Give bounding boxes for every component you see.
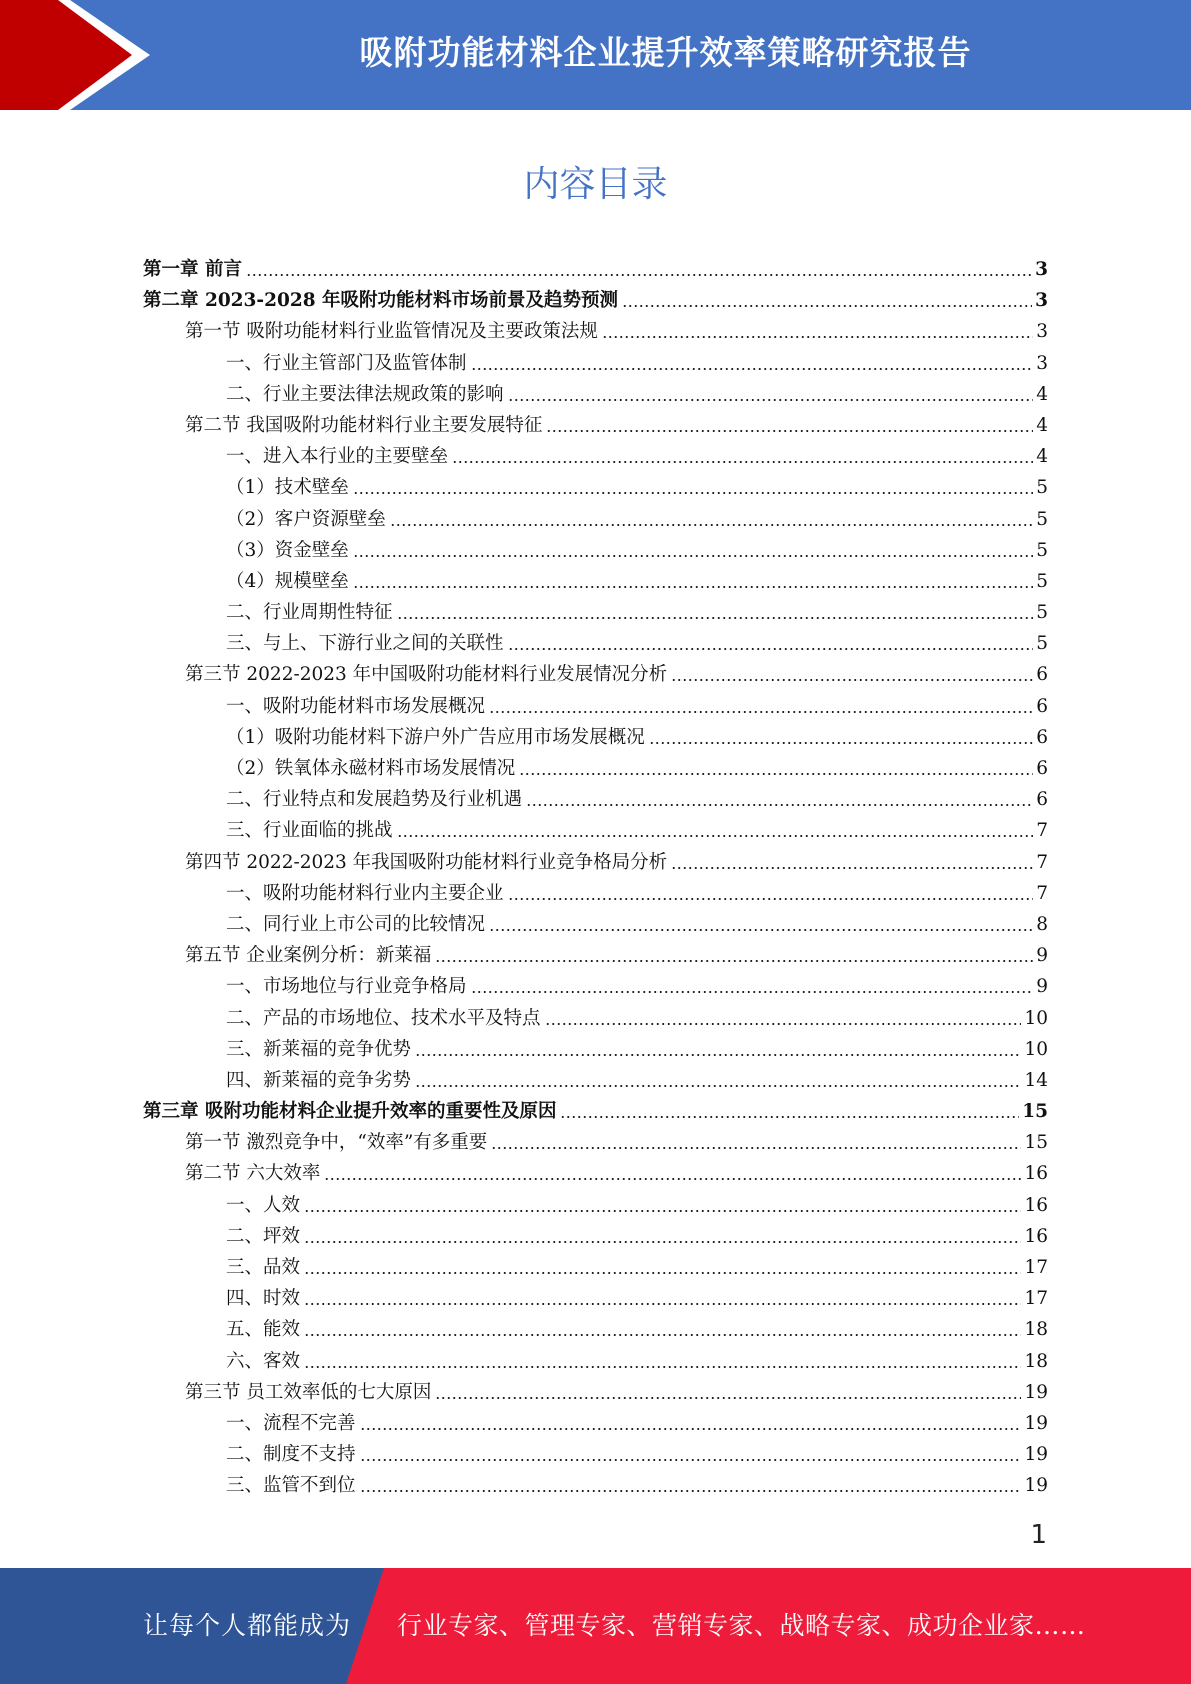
- toc-entry[interactable]: [143, 691, 1048, 722]
- toc-entry[interactable]: [143, 1470, 1048, 1501]
- toc-entry[interactable]: [143, 1127, 1048, 1158]
- toc-dot-leader: [415, 1037, 1021, 1057]
- footer-tagline: 行业专家、管理专家、营销专家、战略专家、成功企业家……: [397, 1611, 1086, 1640]
- toc-entry-title: 三、新莱福的竞争优势: [226, 1038, 412, 1060]
- toc-entry[interactable]: [143, 847, 1048, 878]
- toc-dot-leader: [304, 1286, 1021, 1306]
- toc-entry-page: 4: [1036, 414, 1048, 436]
- toc-dot-leader: [304, 1224, 1021, 1244]
- toc-entry-page: 9: [1036, 976, 1048, 998]
- toc-dot-leader: [508, 382, 1034, 402]
- toc-dot-leader: [415, 1068, 1021, 1088]
- toc-entry-title: 二、制度不支持: [226, 1444, 356, 1466]
- toc-entry-page: 16: [1024, 1225, 1048, 1247]
- toc-entry-page: 10: [1024, 1038, 1048, 1060]
- toc-entry[interactable]: [143, 1377, 1048, 1408]
- toc-dot-leader: [397, 818, 1034, 838]
- toc-dot-leader: [353, 538, 1033, 558]
- toc-entry-title: （1）技术壁垒: [226, 477, 349, 499]
- toc-entry[interactable]: [143, 784, 1048, 815]
- toc-entry[interactable]: [143, 1283, 1048, 1314]
- toc-entry-page: 6: [1036, 695, 1048, 717]
- toc-dot-leader: [304, 1255, 1021, 1275]
- toc-entry-title: 第一章 前言: [143, 259, 242, 280]
- toc-entry[interactable]: [143, 753, 1048, 784]
- toc-entry-page: 19: [1024, 1381, 1048, 1403]
- toc-dot-leader: [324, 1161, 1021, 1181]
- toc-entry[interactable]: [143, 441, 1048, 472]
- toc-dot-leader: [526, 787, 1033, 807]
- toc-entry-page: 10: [1024, 1007, 1048, 1029]
- toc-dot-leader: [246, 257, 1032, 277]
- toc-entry-page: 5: [1036, 508, 1048, 530]
- toc-entry[interactable]: [143, 316, 1048, 347]
- toc-entry-page: 7: [1036, 820, 1048, 842]
- toc-dot-leader: [489, 694, 1033, 714]
- toc-entry-title: 二、行业周期性特征: [226, 602, 393, 624]
- toc-entry-page: 6: [1036, 758, 1048, 779]
- toc-dot-leader: [471, 974, 1034, 994]
- toc-entry-page: 7: [1036, 851, 1048, 873]
- toc-entry[interactable]: [143, 940, 1048, 971]
- toc-entry-page: 17: [1024, 1257, 1048, 1278]
- table-of-contents: [143, 254, 1048, 1502]
- toc-entry[interactable]: [143, 472, 1048, 503]
- header-banner: [0, 0, 1191, 110]
- toc-dot-leader: [602, 319, 1033, 339]
- toc-entry-page: 15: [1024, 1132, 1048, 1154]
- toc-entry-page: 6: [1036, 664, 1048, 686]
- toc-entry-page: 4: [1036, 383, 1048, 405]
- toc-entry-page: 4: [1036, 446, 1048, 468]
- toc-entry[interactable]: [143, 566, 1048, 597]
- toc-entry[interactable]: [143, 1408, 1048, 1439]
- toc-dot-leader: [452, 444, 1033, 464]
- toc-dot-leader: [649, 725, 1033, 745]
- toc-entry-title: 第二节 我国吸附功能材料行业主要发展特征: [185, 414, 543, 436]
- toc-entry-page: 19: [1024, 1475, 1048, 1497]
- toc-entry[interactable]: [143, 1190, 1048, 1221]
- toc-dot-leader: [508, 631, 1034, 651]
- toc-entry-title: 四、时效: [226, 1288, 301, 1310]
- toc-entry-page: 5: [1036, 570, 1048, 592]
- toc-dot-leader: [560, 1099, 1019, 1119]
- toc-entry[interactable]: [143, 1439, 1048, 1470]
- toc-dot-leader: [671, 662, 1033, 682]
- toc-entry-title: 一、进入本行业的主要壁垒: [226, 446, 449, 468]
- toc-dot-leader: [519, 756, 1033, 776]
- toc-dot-leader: [435, 943, 1033, 963]
- toc-entry-title: 第三节 员工效率低的七大原因: [185, 1381, 432, 1403]
- toc-entry-title: 第二章 2023-2028 年吸附功能材料市场前景及趋势预测: [143, 290, 619, 312]
- toc-dot-leader: [546, 413, 1033, 433]
- toc-entry-title: （2）铁氧体永磁材料市场发展情况: [226, 758, 516, 779]
- toc-dot-leader: [304, 1193, 1021, 1213]
- toc-entry-title: 二、行业主要法律法规政策的影响: [226, 383, 504, 405]
- toc-dot-leader: [489, 912, 1033, 932]
- toc-entry[interactable]: [143, 909, 1048, 940]
- toc-dot-leader: [435, 1380, 1021, 1400]
- toc-entry[interactable]: [143, 1158, 1048, 1189]
- toc-entry-title: 第一节 吸附功能材料行业监管情况及主要政策法规: [185, 321, 598, 343]
- toc-entry-page: 18: [1024, 1319, 1048, 1341]
- toc-entry[interactable]: [143, 348, 1048, 379]
- toc-dot-leader: [353, 475, 1033, 495]
- toc-dot-leader: [360, 1411, 1022, 1431]
- toc-entry-title: 第四节 2022-2023 年我国吸附功能材料行业竞争格局分析: [185, 851, 668, 873]
- toc-entry[interactable]: [143, 815, 1048, 846]
- toc-entry-page: 5: [1036, 602, 1048, 624]
- toc-entry-page: 6: [1036, 726, 1048, 748]
- toc-entry-page: 14: [1024, 1069, 1048, 1091]
- toc-entry-page: 5: [1036, 539, 1048, 561]
- toc-entry[interactable]: [143, 1096, 1048, 1127]
- toc-entry-title: （2）客户资源壁垒: [226, 508, 386, 530]
- toc-entry-title: （3）资金壁垒: [226, 539, 349, 561]
- toc-entry-title: 三、监管不到位: [226, 1475, 356, 1497]
- toc-dot-leader: [671, 850, 1033, 870]
- toc-entry-title: 二、坪效: [226, 1225, 301, 1247]
- footer-banner: [0, 1568, 1191, 1684]
- toc-entry-page: 3: [1036, 352, 1048, 374]
- report-title: 吸附功能材料企业提升效率策略研究报告: [359, 33, 972, 72]
- toc-entry-title: （1）吸附功能材料下游户外广告应用市场发展概况: [226, 726, 645, 748]
- toc-entry[interactable]: [143, 597, 1048, 628]
- toc-entry-page: 15: [1022, 1101, 1048, 1123]
- toc-entry-title: 第五节 企业案例分析：新莱福: [185, 945, 432, 967]
- toc-entry-title: 三、品效: [226, 1257, 301, 1278]
- toc-entry-page: 5: [1036, 477, 1048, 499]
- toc-entry-title: 二、产品的市场地位、技术水平及特点: [226, 1007, 541, 1029]
- toc-entry-title: 一、吸附功能材料行业内主要企业: [226, 882, 504, 904]
- toc-entry-page: 9: [1036, 945, 1048, 967]
- toc-entry[interactable]: [143, 1221, 1048, 1252]
- toc-entry-page: 16: [1024, 1194, 1048, 1216]
- toc-dot-leader: [360, 1442, 1022, 1462]
- toc-dot-leader: [360, 1473, 1022, 1493]
- toc-entry[interactable]: [143, 410, 1048, 441]
- toc-dot-leader: [471, 351, 1034, 371]
- toc-entry-title: 第一节 激烈竞争中，“效率”有多重要: [185, 1132, 488, 1154]
- toc-dot-leader: [508, 881, 1034, 901]
- toc-entry-title: 一、流程不完善: [226, 1412, 356, 1434]
- toc-entry[interactable]: [143, 1346, 1048, 1377]
- toc-entry[interactable]: [143, 1314, 1048, 1345]
- toc-entry-title: 一、市场地位与行业竞争格局: [226, 976, 467, 998]
- page-number: 1: [1030, 1520, 1047, 1550]
- toc-entry[interactable]: [143, 285, 1048, 316]
- toc-entry-title: 二、行业特点和发展趋势及行业机遇: [226, 789, 523, 811]
- toc-entry-title: 二、同行业上市公司的比较情况: [226, 913, 486, 935]
- toc-entry-page: 3: [1036, 321, 1048, 343]
- toc-entry-page: 7: [1036, 882, 1048, 904]
- toc-entry-page: 19: [1024, 1444, 1048, 1466]
- toc-entry-title: （4）规模壁垒: [226, 570, 349, 592]
- toc-entry-title: 一、行业主管部门及监管体制: [226, 352, 467, 374]
- toc-entry-page: 17: [1024, 1288, 1048, 1310]
- toc-entry-page: 8: [1036, 913, 1048, 935]
- toc-entry-title: 第三节 2022-2023 年中国吸附功能材料行业发展情况分析: [185, 664, 668, 686]
- toc-entry-title: 一、人效: [226, 1194, 301, 1216]
- toc-dot-leader: [397, 600, 1034, 620]
- toc-entry-page: 16: [1024, 1163, 1048, 1185]
- toc-entry[interactable]: [143, 504, 1048, 535]
- toc-entry[interactable]: [143, 1034, 1048, 1065]
- toc-entry-page: 18: [1024, 1350, 1048, 1372]
- toc-entry-title: 第二节 六大效率: [185, 1163, 321, 1185]
- toc-dot-leader: [390, 507, 1033, 527]
- toc-entry-page: 3: [1035, 259, 1048, 280]
- toc-entry-page: 5: [1036, 633, 1048, 655]
- toc-entry-title: 四、新莱福的竞争劣势: [226, 1069, 412, 1091]
- toc-dot-leader: [304, 1317, 1021, 1337]
- footer-slogan: 让每个人都能成为: [143, 1611, 352, 1640]
- toc-entry-title: 第三章 吸附功能材料企业提升效率的重要性及原因: [143, 1101, 557, 1123]
- toc-heading: 内容目录: [523, 164, 668, 205]
- toc-dot-leader: [353, 569, 1033, 589]
- toc-entry[interactable]: [143, 1252, 1048, 1283]
- toc-dot-leader: [545, 1006, 1022, 1026]
- toc-entry[interactable]: [143, 1003, 1048, 1034]
- toc-dot-leader: [304, 1349, 1021, 1369]
- toc-entry[interactable]: [143, 379, 1048, 410]
- toc-entry[interactable]: [143, 659, 1048, 690]
- header-arrow-icon: [0, 0, 160, 110]
- toc-entry-title: 三、行业面临的挑战: [226, 820, 393, 842]
- toc-entry[interactable]: [143, 878, 1048, 909]
- toc-entry-title: 一、吸附功能材料市场发展概况: [226, 695, 486, 717]
- toc-entry[interactable]: [143, 971, 1048, 1002]
- toc-dot-leader: [622, 288, 1032, 308]
- toc-entry-page: 3: [1035, 290, 1048, 312]
- toc-entry-title: 五、能效: [226, 1319, 301, 1341]
- toc-entry[interactable]: [143, 1065, 1048, 1096]
- toc-entry[interactable]: [143, 535, 1048, 566]
- toc-entry-title: 三、与上、下游行业之间的关联性: [226, 633, 504, 655]
- toc-dot-leader: [491, 1130, 1021, 1150]
- toc-entry[interactable]: [143, 628, 1048, 659]
- toc-entry-title: 六、客效: [226, 1350, 301, 1372]
- toc-entry[interactable]: [143, 722, 1048, 753]
- toc-entry-page: 19: [1024, 1412, 1048, 1434]
- toc-entry[interactable]: [143, 254, 1048, 285]
- toc-entry-page: 6: [1036, 789, 1048, 811]
